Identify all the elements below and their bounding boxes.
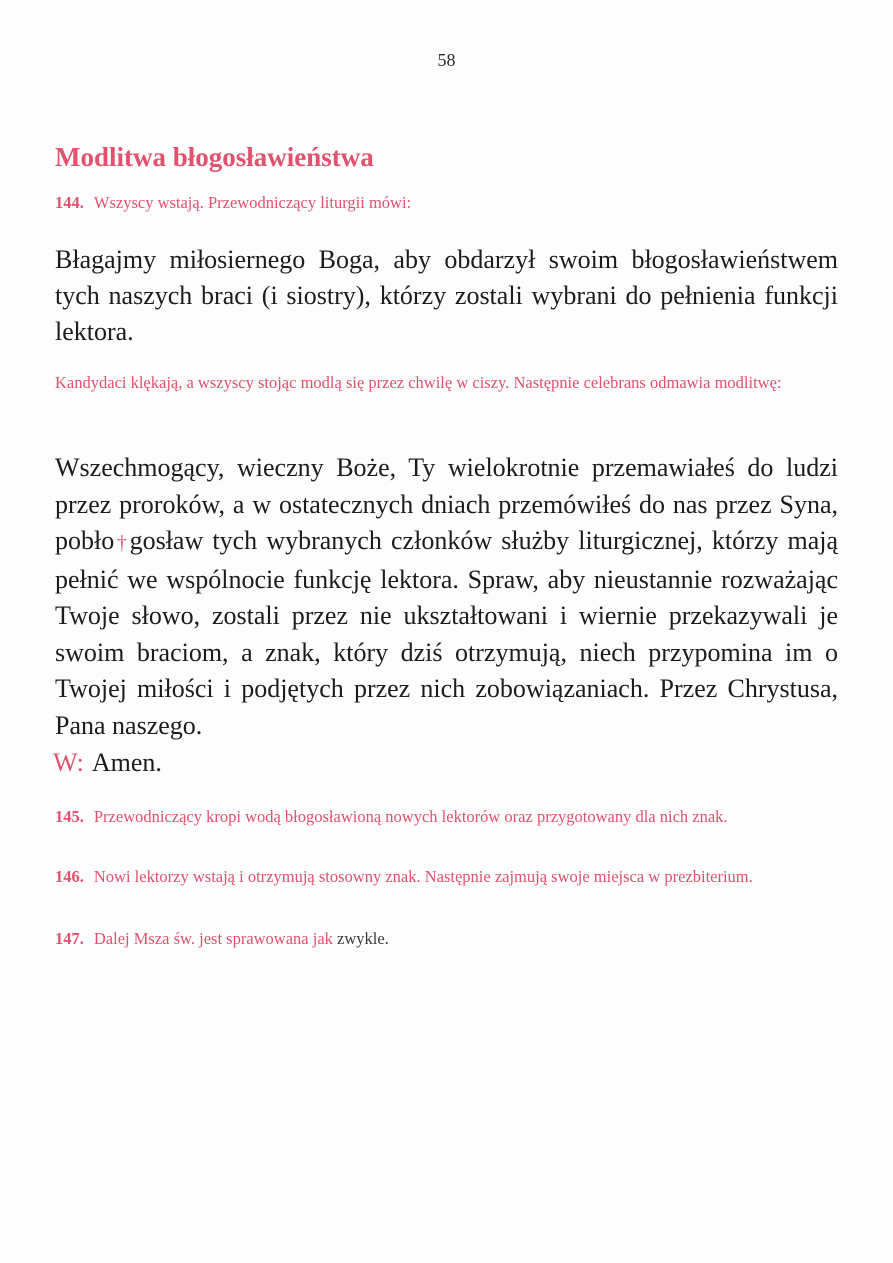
response-line <box>53 748 162 778</box>
page-number: 58 <box>437 50 456 70</box>
prayer-part-2: gosław tych wybranych członków służby liturgicznej, którzy mają pełnić we wspólnocie funkcję lektora. Spraw, aby nieustannie rozważając Twoje słowo, zostali przez nie ukształtowani i wiernie przekazywali je swoim braciom, a znak, który dziś otrzymują, niech przypomina im o Twojej miłości i podjętych przez nich zobowiązaniach. Przez Chrystusa, Pana naszego. <box>55 526 839 740</box>
sign-of-cross-icon: † <box>114 532 130 554</box>
section-heading: Modlitwa błogosławieństwa <box>55 142 374 172</box>
rubric-kneel: Kandydaci klękają, a wszyscy stojąc modlą się przez chwilę w ciszy. Następnie celebrans odmawia modlitwę: <box>55 373 782 392</box>
rubric-number-146: 146. <box>55 867 84 886</box>
rubric-147 <box>55 928 838 950</box>
invitation-text: Błagajmy miłosiernego Boga, aby obdarzył swoim błogosławieństwem tych naszych braci (i siostry), którzy zostali wybrani do pełnienia funkcji lektora. <box>55 245 838 346</box>
rubric-146 <box>55 866 838 888</box>
response-text: Amen. <box>91 748 162 777</box>
rubric-number-144: 144. <box>55 193 84 212</box>
rubric-text-146: Nowi lektorzy wstają i otrzymują stosowny znak. Następnie zajmują swoje miejsca w prezbiterium. <box>93 867 753 886</box>
rubric-number-145: 145. <box>55 807 84 826</box>
rubric-text-145: Przewodniczący kropi wodą błogosławioną nowych lektorów oraz przygotowany dla nich znak. <box>93 807 728 826</box>
prayer-text <box>55 450 838 744</box>
rubric-emphasis-147: zwykle. <box>337 929 389 948</box>
rubric-144 <box>55 192 838 214</box>
rubric-text-144: Wszyscy wstają. Przewodniczący liturgii mówi: <box>93 193 412 212</box>
response-label: W: <box>53 748 84 777</box>
prayer-part-1: Wszechmogący, wieczny Boże, Ty wielokrotnie przemawiałeś do ludzi przez proroków, a w ostatecznych dniach przemówiłeś do nas przez Syna, pobło <box>55 453 838 555</box>
rubric-number-147: 147. <box>55 929 84 948</box>
rubric-145 <box>55 806 838 828</box>
rubric-text-147: Dalej Msza św. jest sprawowana jak <box>93 929 338 948</box>
